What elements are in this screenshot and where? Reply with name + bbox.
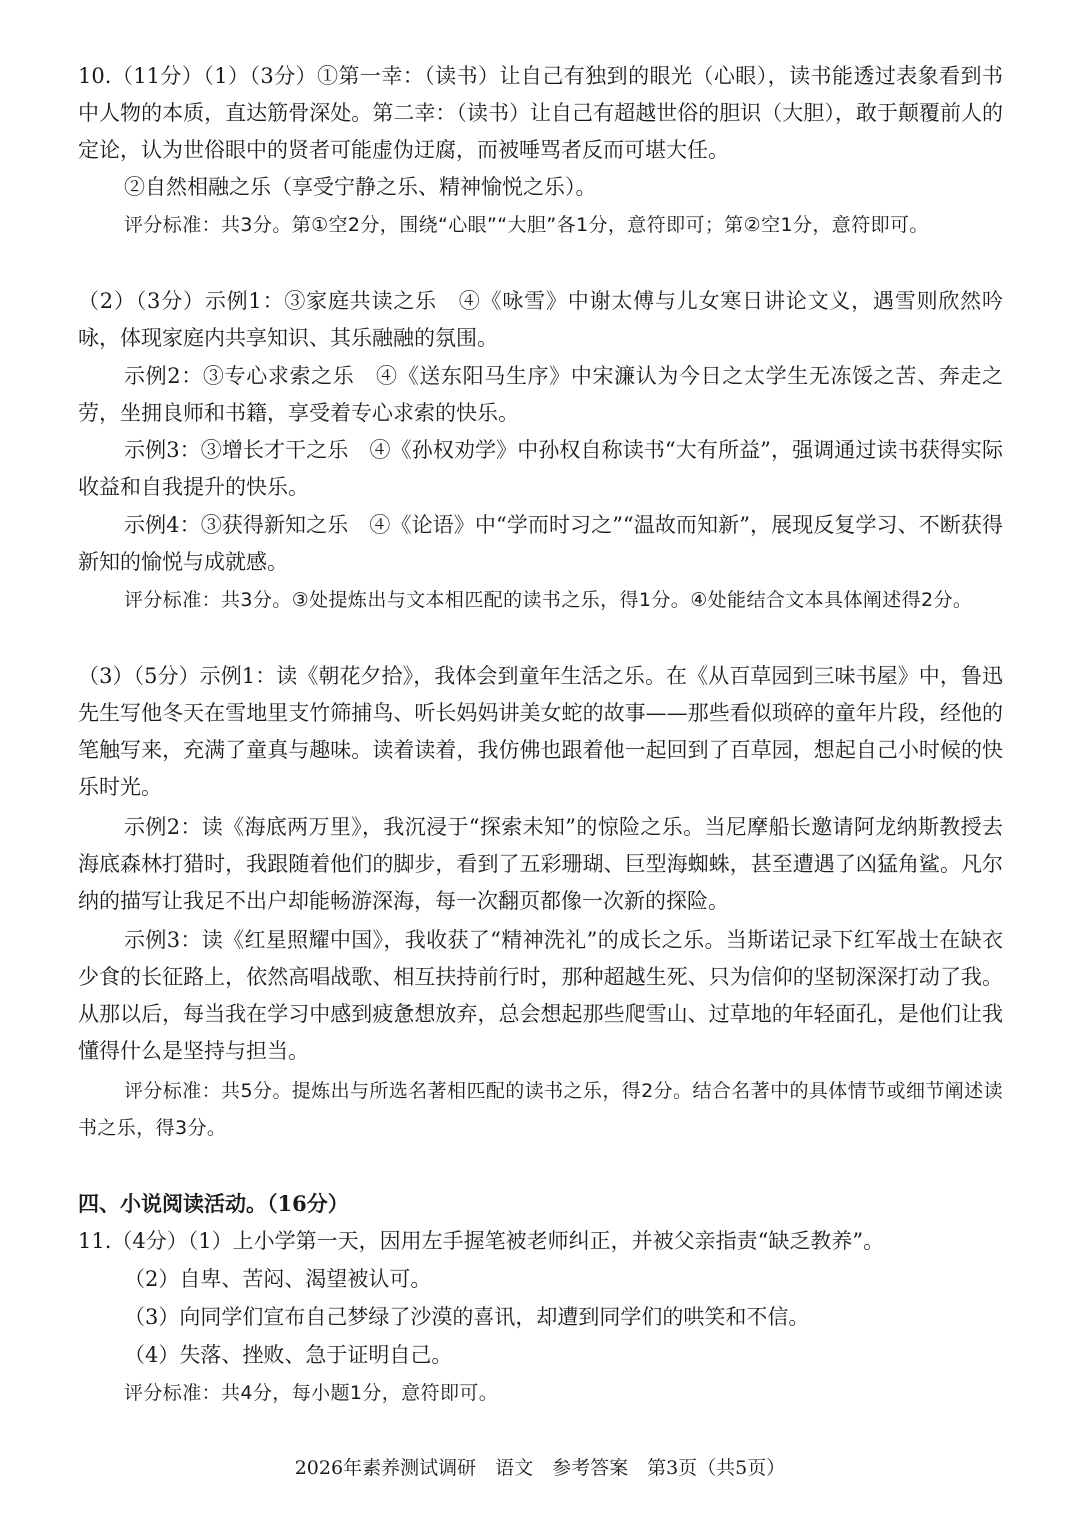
q10-part1-blank2: ②自然相融之乐（享受宁静之乐、精神愉悦之乐）。: [124, 175, 597, 199]
q10-part2-example2: 示例2：③专心求索之乐 ④《送东阳马生序》中宋濂认为今日之太学生无冻馁之苦、奔走之劳，坐拥良师和书籍，享受着专心求索的快乐。: [78, 364, 1003, 425]
q11-item2: （2）自卑、苦闷、渴望被认可。: [124, 1267, 432, 1291]
q10-part1-scoring-rule: 评分标准：共3分。第①空2分，围绕“心眼”“大胆”各1分，意符即可；第②空1分，意符即可。: [124, 214, 929, 236]
q10-part1-answer: 10.（11分）（1）（3分）①第一幸：（读书）让自己有独到的眼光（心眼），读书能透过表象看到书中人物的本质，直达筋骨深处。第二幸：（读书）让自己有超越世俗的胆识（大胆），敢于颠覆前人的定论，认为世俗眼中的贤者可能虚伪迂腐，而被唾骂者反而可堪大任。: [78, 64, 1003, 162]
q11-item3: （3）向同学们宣布自己梦绿了沙漠的喜讯，却遭到同学们的哄笑和不信。: [124, 1305, 810, 1329]
q11-item4: （4）失落、挫败、急于证明自己。: [124, 1343, 453, 1367]
q10-part3-example1: （3）（5分）示例1：读《朝花夕拾》，我体会到童年生活之乐。在《从百草园到三味书屋》中，鲁迅先生写他冬天在雪地里支竹筛捕鸟、听长妈妈讲美女蛇的故事——那些看似琐碎的童年片段，经他的笔触写来，充满了童真与趣味。读着读着，我仿佛也跟着他一起回到了百草园，想起自己小时候的快乐时光。: [78, 664, 1003, 799]
q10-part3-example3: 示例3：读《红星照耀中国》，我收获了“精神洗礼”的成长之乐。当斯诺记录下红军战士在缺衣少食的长征路上，依然高唱战歌、相互扶持前行时，那种超越生死、只为信仰的坚韧深深打动了我。从那以后，每当我在学习中感到疲惫想放弃，总会想起那些爬雪山、过草地的年轻面孔，是他们让我懂得什么是坚持与担当。: [78, 928, 1003, 1063]
q11-item1: 11.（4分）（1）上小学第一天，因用左手握笔被老师纠正，并被父亲指责“缺乏教养”。: [78, 1229, 885, 1253]
q11-scoring-rule: 评分标准：共4分，每小题1分，意符即可。: [124, 1382, 499, 1404]
q10-part3-scoring-rule: 评分标准：共5分。提炼出与所选名著相匹配的读书之乐，得2分。结合名著中的具体情节或细节阐述读书之乐，得3分。: [78, 1080, 1003, 1139]
q10-part3-example2: 示例2：读《海底两万里》，我沉浸于“探索未知”的惊险之乐。当尼摩船长邀请阿龙纳斯教授去海底森林打猎时，我跟随着他们的脚步，看到了五彩珊瑚、巨型海蜘蛛，甚至遭遇了凶猛角鲨。凡尔纳的描写让我足不出户却能畅游深海，每一次翻页都像一次新的探险。: [78, 815, 1003, 913]
q10-part2-example4: 示例4：③获得新知之乐 ④《论语》中“学而时习之”“温故而知新”，展现反复学习、不断获得新知的愉悦与成就感。: [78, 513, 1003, 574]
section4-heading: 四、小说阅读活动。（16分）: [78, 1191, 349, 1216]
q10-part2-example3: 示例3：③增长才干之乐 ④《孙权劝学》中孙权自称读书“大有所益”，强调通过读书获得实际收益和自我提升的快乐。: [78, 438, 1003, 499]
q10-part2-example1: （2）（3分）示例1：③家庭共读之乐 ④《咏雪》中谢太傅与儿女寒日讲论文义，遇雪则欣然吟咏，体现家庭内共享知识、其乐融融的氛围。: [78, 289, 1003, 350]
page-footer: 2026年素养测试调研 语文 参考答案 第3页（共5页）: [294, 1457, 786, 1479]
q10-part2-scoring-rule: 评分标准：共3分。③处提炼出与文本相匹配的读书之乐，得1分。④处能结合文本具体阐述得2分。: [124, 589, 973, 611]
